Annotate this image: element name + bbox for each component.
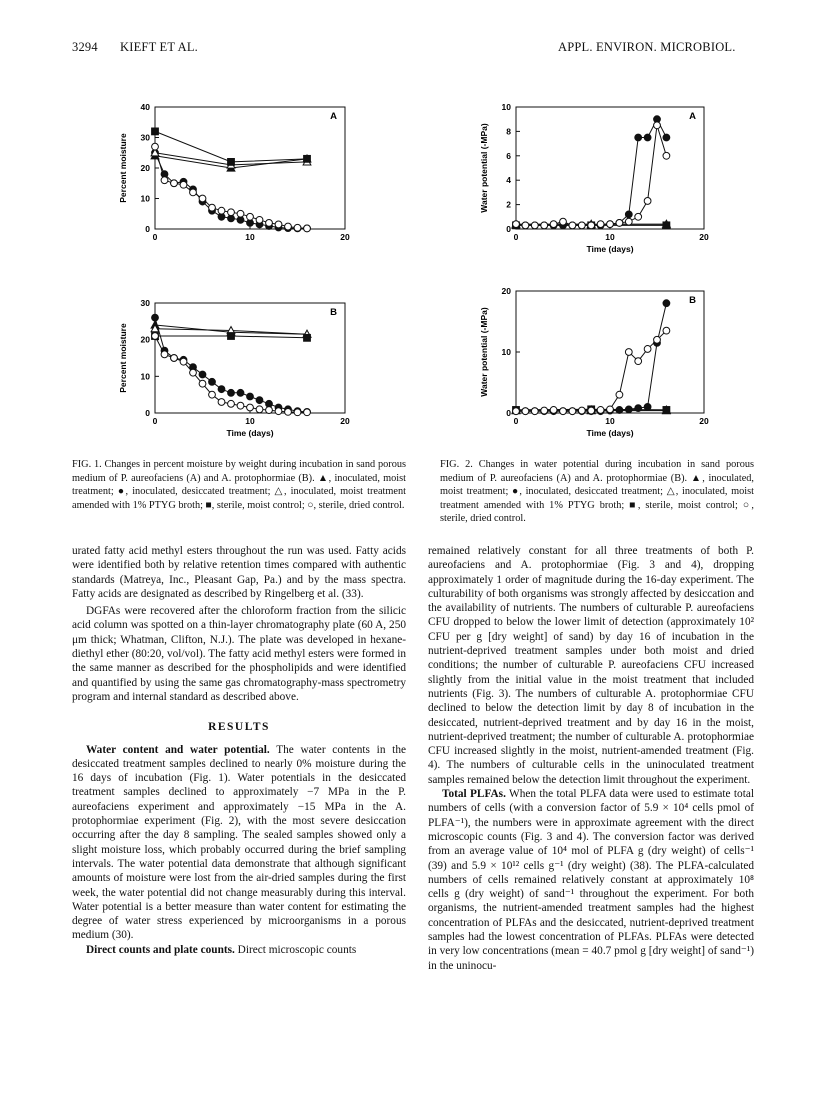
y-tick-label: 8 <box>506 126 511 137</box>
fig1-caption: FIG. 1. Changes in percent moisture by weight during incubation in sand porous medium of P. aureofaciens (A) and A. protophormiae (B). ▲, inoculated, moist treatment; ●, inoculated, desiccated treatment; △, inoculated, moist treatment amended with 1% PTYG broth; ■, sterile, moist control; ○, sterile, dried control. <box>72 459 406 511</box>
x-tick-label: 20 <box>699 416 709 426</box>
x-tick-label: 10 <box>245 232 255 242</box>
point-open-circle <box>513 408 520 415</box>
y-tick-label: 0 <box>145 224 150 234</box>
point-filled-circle <box>663 300 670 307</box>
point-open-circle <box>616 391 623 398</box>
page-number: 3294 <box>72 40 98 54</box>
y-tick-label: 20 <box>140 334 150 345</box>
point-open-circle <box>578 407 585 414</box>
x-axis-label: Time (days) <box>226 428 274 438</box>
point-open-circle <box>607 406 614 413</box>
x-tick-label: 10 <box>605 232 615 242</box>
y-tick-label: 2 <box>506 199 511 210</box>
section-head-counts: Direct counts and plate counts. <box>86 943 235 956</box>
y-axis-label: Percent moisture <box>118 323 128 393</box>
left-paragraph-4 <box>72 943 406 957</box>
left-column <box>72 544 406 957</box>
y-tick-label: 10 <box>501 102 511 112</box>
panel-label: B <box>330 307 337 318</box>
x-tick-label: 0 <box>513 232 519 242</box>
y-tick-label: 0 <box>506 408 511 418</box>
point-open-circle <box>588 407 595 414</box>
panel-label: A <box>689 111 696 122</box>
right-column <box>428 544 754 973</box>
right-paragraph-2 <box>428 787 754 973</box>
point-open-circle <box>541 407 548 414</box>
point-open-circle <box>625 349 632 356</box>
x-tick-label: 0 <box>152 232 158 242</box>
point-filled-square <box>663 407 670 414</box>
results-heading: RESULTS <box>208 721 270 734</box>
running-head-authors: KIEFT ET AL. <box>120 40 198 54</box>
fig2b-chart <box>0 0 760 460</box>
x-tick-label: 20 <box>340 416 350 426</box>
x-tick-label: 20 <box>340 232 350 242</box>
point-open-circle <box>663 327 670 334</box>
y-tick-label: 0 <box>506 224 511 234</box>
x-tick-label: 10 <box>605 416 615 426</box>
y-tick-label: 20 <box>140 163 150 173</box>
point-open-circle <box>635 358 642 365</box>
fig2-caption: FIG. 2. Changes in water potential during incubation in sand porous medium of P. aureofaciens (A) and A. protophormiae (B). ▲, inoculated, moist treatment; ●, inoculated, desiccated treatment; △, inoculated, moist treatment amended with 1% PTYG broth; ■, sterile, moist control; ○, sterile, dried control. <box>440 459 754 524</box>
x-tick-label: 20 <box>699 232 709 242</box>
point-filled-circle <box>635 405 642 412</box>
series-line-filled-circle <box>516 303 666 411</box>
right-paragraph-1: remained relatively constant for all three treatments of both P. aureofaciens and A. protophormiae (Fig. 3 and 4), dropping approximately 1 order of magnitude during the 16-day experiment. The culturability of both organisms was strongly affected by desiccation and the availability of nutrients. The numbers of culturable P. aureofaciens CFU dropped to below the lower limit of detection (approximately 10² CFU per g [dry weight] of sand) by day 16 of incubation in the nutrient-deprived treatment samples under both moist and dried conditions; the number of culturable P. aureofaciens CFU increased slightly from the initial value in the moist treatment that included nutrients (Fig. 3). The numbers of culturable A. protophormiae CFU declined to below the detection limit by day 8 of incubation in the desiccated, nutrient-deprived treatment and by day 16 in the moist, nutrient-deprived treatment; the number of culturable A. protophormiae CFU increased slightly in the moist, nutrient-amended treatment (Fig. 4). The numbers of culturable cells in the uninoculated treatment samples remained below the detection limit throughout the experiment. <box>428 545 754 786</box>
left-paragraph-1: urated fatty acid methyl esters throughout the run was used. Fatty acids were identified both by relative retention times compared with authentic standards (Matreya, Inc., Pleasant Gap, Pa.) and by the mass spectra. Fatty acids are designated as described by Ringelberg et al. (33). <box>72 545 406 600</box>
point-filled-circle <box>644 404 651 411</box>
point-open-circle <box>522 408 529 415</box>
point-open-circle <box>569 408 576 415</box>
y-axis-label: Water potential (-MPa) <box>479 123 489 213</box>
point-open-circle <box>531 408 538 415</box>
counts-text: Direct microscopic counts <box>234 943 357 956</box>
point-filled-circle <box>616 407 623 414</box>
y-tick-label: 6 <box>506 150 511 161</box>
y-tick-label: 30 <box>140 298 150 308</box>
section-head-plfa: Total PLFAs. <box>442 788 506 801</box>
water-content-text: The water contents in the desiccated treatment samples declined to nearly 0% moisture during the 16 days of incubation (Fig. 1). Water potentials in the desiccated treatment samples declined to approximately −7 MPa in the P. aureofaciens experiment and approximately −15 MPa in the A. protophormiae experiment (Fig. 2), with the most severe desiccation occurring after the day 8 sampling. The sealed samples showed only a slight moisture loss, which probably occurred during the brief sampling intervals. The water potential data demonstrate that although significant amounts of moisture were lost from the air-dried samples during the first week, the water potential did not change measurably during this interval. Water potential is a better measure than water content for estimating the degree of water stress experienced by microorganisms in a porous medium (30). <box>72 743 406 942</box>
point-filled-circle <box>625 406 632 413</box>
y-tick-label: 0 <box>145 408 150 418</box>
point-open-circle <box>560 408 567 415</box>
left-paragraph-3 <box>72 743 406 943</box>
y-tick-label: 30 <box>140 132 150 143</box>
y-tick-label: 10 <box>501 347 511 357</box>
x-axis-label: Time (days) <box>586 244 634 254</box>
y-tick-label: 10 <box>140 371 150 382</box>
x-tick-label: 0 <box>513 416 519 426</box>
left-paragraph-2: DGFAs were recovered after the chloroform fraction from the silicic acid column was spotted on a thin-layer chromatography plate (60 A, 250 μm thick; Whatman, Clifton, N.J.). The plate was developed in hexane-diethyl ether (80:20, vol/vol). The fatty acid methyl esters were formed in the same manner as described for the phospholipids and were identified and quantified by using the same gas chromatography-mass spectrometry program and internal standard as described above. <box>72 605 406 703</box>
section-head-water: Water content and water potential. <box>86 743 270 756</box>
panel-label: B <box>689 295 696 306</box>
point-open-circle <box>654 336 661 343</box>
point-open-circle <box>597 407 604 414</box>
plfa-text: When the total PLFA data were used to estimate total numbers of cells (with a conversion factor of 5.9 × 10⁴ cells pmol of PLFA⁻¹), the numbers were in approximate agreement with the direct microscopic counts (Fig. 3 and 4). The conversion factor was derived from an average value of 10⁴ mol of PLFA g (dry weight) of cells⁻¹ (39) and 5.9 × 10¹² cells g⁻¹ (dry weight) (38). The PLFA-calculated numbers of cells remained relatively constant at approximately 10⁸ cells g (dry weight) of sand⁻¹ throughout the experiment. For both organisms, the nutrient-amended treatment samples had the highest concentration of PLFAs and the desiccated, nutrient-deprived treatment samples had the lowest concentration of PLFAs. PLFAs were detected in very low concentrations (mean = 40.7 pmol g [dry weight] of sand⁻¹) in the uninocu- <box>428 788 754 972</box>
y-axis-label: Percent moisture <box>118 133 128 203</box>
point-open-circle <box>644 346 651 353</box>
panel-label: A <box>330 111 337 122</box>
running-head-journal: APPL. ENVIRON. MICROBIOL. <box>558 40 736 54</box>
x-tick-label: 0 <box>152 416 158 426</box>
series-line-open-circle <box>516 331 666 412</box>
y-tick-label: 4 <box>506 175 511 186</box>
y-tick-label: 10 <box>140 193 150 204</box>
y-tick-label: 20 <box>501 286 511 296</box>
x-tick-label: 10 <box>245 416 255 426</box>
plot-frame <box>516 291 704 413</box>
y-axis-label: Water potential (-MPa) <box>479 307 489 397</box>
x-axis-label: Time (days) <box>586 428 634 438</box>
y-tick-label: 40 <box>140 102 150 112</box>
point-open-circle <box>550 407 557 414</box>
